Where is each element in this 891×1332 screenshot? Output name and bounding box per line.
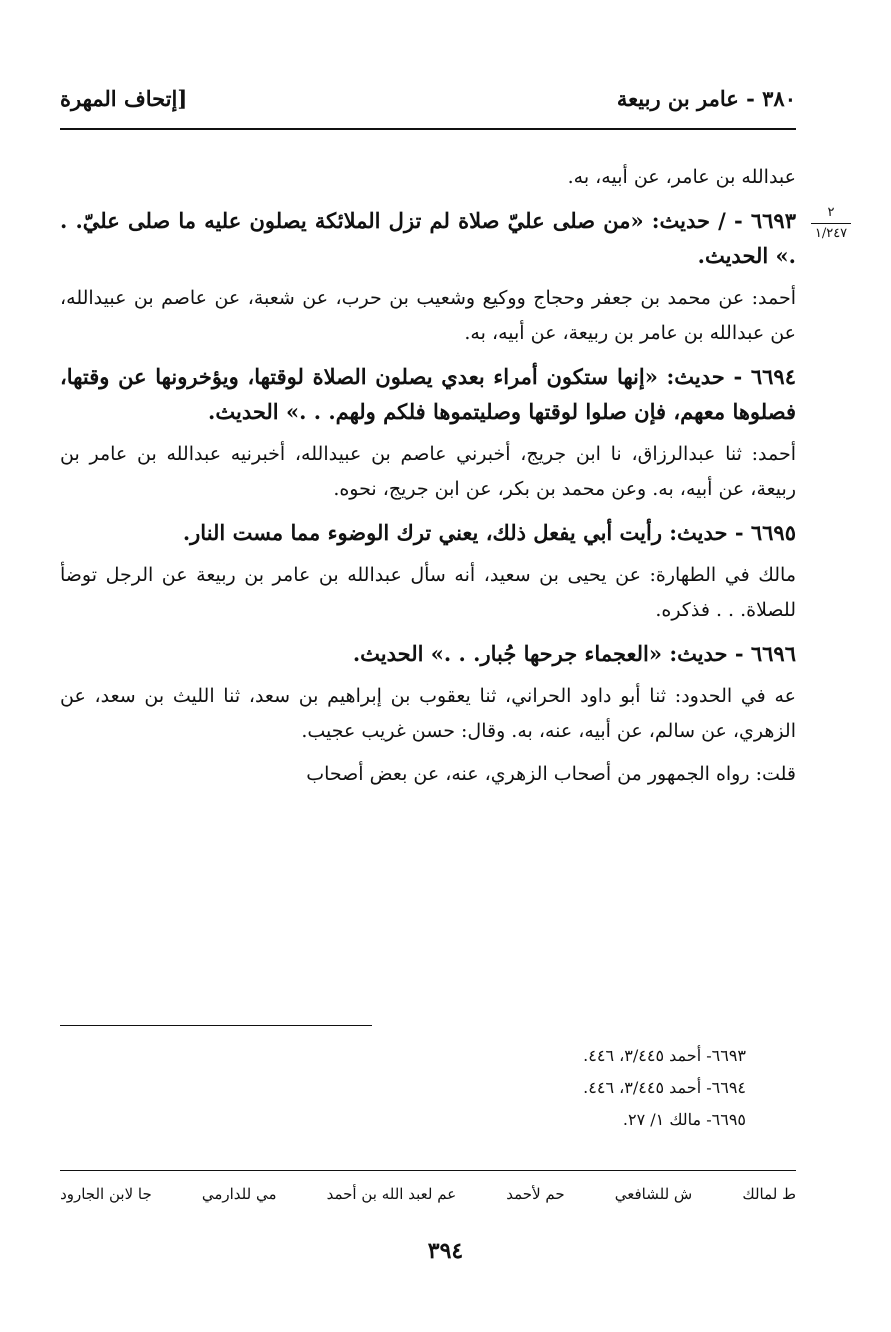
margin-note-bottom: ١/٢٤٧: [814, 226, 848, 241]
abbreviation: عم لعبد الله بن أحمد: [326, 1185, 457, 1203]
hadith-6694: ٦٦٩٤ - حديث: «إنها ستكون أمراء بعدي يصلون الصلاة لوقتها، ويؤخرونها عن وقتها، فصلوها معهم، فإن صلوا لوقتها وصليتموها فلكم ولهم. . .» الحديث.: [60, 364, 796, 424]
hadith-6695: ٦٦٩٥ - حديث: رأيت أبي يفعل ذلك، يعني ترك الوضوء مما مست النار.: [182, 520, 796, 545]
margin-note-divider: [811, 223, 851, 224]
abbreviation: جا لابن الجارود: [60, 1185, 152, 1203]
main-text: [60, 160, 796, 800]
margin-note: [811, 205, 851, 242]
running-header-book: [إتحاف المهرة: [60, 86, 188, 111]
paragraph-source: أحمد: عن محمد بن جعفر وحجاج ووكيع وشعيب بن حرب، عن شعبة، عن عاصم بن عبيدالله، عن عبدالله بن عامر بن ربيعة، عن أبيه، به.: [60, 287, 796, 344]
hadith-6693: ٦٦٩٣ - / حديث: «من صلى عليّ صلاة لم تزل الملائكة يصلون عليه ما صلى عليّ. . .» الحديث.: [60, 208, 796, 268]
header-rule: [60, 128, 796, 130]
paragraph-source: مالك في الطهارة: عن يحيى بن سعيد، أنه سأل عبدالله بن عامر بن ربيعة عن الرجل توضأ للصلاة. . . فذكره.: [60, 564, 796, 621]
footnote: ٦٦٩٥- مالك ١/ ٢٧.: [622, 1110, 746, 1129]
abbreviation: ش للشافعي: [614, 1185, 693, 1203]
abbreviation-rule: [60, 1170, 796, 1171]
page-number: ٣٩٤: [427, 1238, 464, 1264]
abbreviation: ط لمالك: [742, 1185, 796, 1203]
paragraph-note: قلت: رواه الجمهور من أصحاب الزهري، عنه، عن بعض أصحاب: [306, 763, 796, 785]
footnotes: [583, 1040, 746, 1136]
paragraph-source: أحمد: ثنا عبدالرزاق، نا ابن جريج، أخبرني عاصم بن عبيدالله، أخبرنيه عبدالله بن عامر بن ربيعة، عن أبيه، به. وعن محمد بن بكر، عن ابن جريج، نحوه.: [60, 443, 796, 500]
paragraph-source: عه في الحدود: ثنا أبو داود الحراني، ثنا يعقوب بن إبراهيم بن سعد، ثنا الليث بن سعد، عن الزهري، عن سالم، عن أبيه، عنه، به. وقال: حسن غريب عجيب.: [60, 685, 796, 742]
abbreviation: حم لأحمد: [506, 1185, 565, 1203]
hadith-6696: ٦٦٩٦ - حديث: «العجماء جرحها جُبار. . .» الحديث.: [352, 641, 796, 666]
paragraph: عبدالله بن عامر، عن أبيه، به.: [567, 166, 796, 188]
margin-note-top: ٢: [827, 205, 835, 220]
footnote: ٦٦٩٤- أحمد ٣/٤٤٥، ٤٤٦.: [583, 1078, 746, 1097]
abbreviation: مي للدارمي: [201, 1185, 277, 1203]
abbreviation-key: [60, 1185, 796, 1203]
running-header-chapter: ٣٨٠ - عامر بن ربيعة: [616, 86, 796, 111]
footnote-rule: [60, 1025, 372, 1026]
footnote: ٦٦٩٣- أحمد ٣/٤٤٥، ٤٤٦.: [583, 1046, 746, 1065]
